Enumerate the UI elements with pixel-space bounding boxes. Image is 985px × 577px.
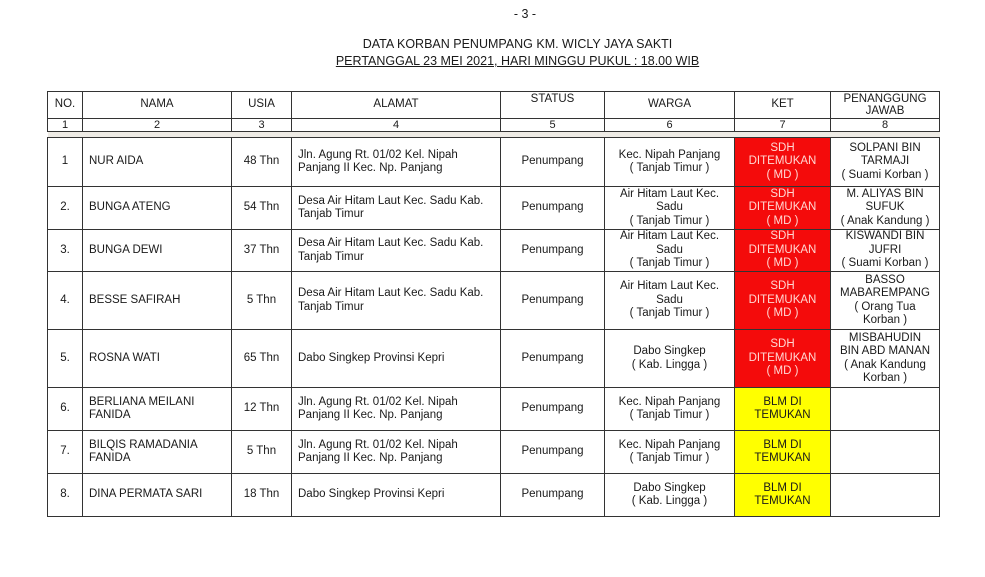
- cell-ket-status-badge: [735, 431, 831, 474]
- cell-alamat: Dabo Singkep Provinsi Kepri: [292, 330, 501, 388]
- warga-line: ( Kab. Lingga ): [631, 358, 708, 371]
- col-num: 6: [605, 119, 735, 132]
- header-no: NO.: [48, 92, 83, 119]
- cell-nama: DINA PERMATA SARI: [83, 474, 232, 517]
- header-alamat: ALAMAT: [292, 92, 501, 119]
- column-number-row: [48, 119, 940, 132]
- cell-alamat: Desa Air Hitam Laut Kec. Sadu Kab. Tanjab Timur: [292, 187, 501, 230]
- cell-nama: BUNGA DEWI: [83, 230, 232, 272]
- table-body: [48, 138, 940, 517]
- warga-line: Kec. Nipah Panjang: [618, 148, 721, 161]
- cell-usia: 5 Thn: [232, 431, 292, 474]
- cell-status: Penumpang: [501, 330, 605, 388]
- warga-line: ( Tanjab Timur ): [629, 452, 710, 464]
- cell-alamat: Jln. Agung Rt. 01/02 Kel. Nipah Panjang II Kec. Np. Panjang: [292, 138, 501, 187]
- cell-penanggung-jawab: [831, 388, 940, 431]
- title-line-1: DATA KORBAN PENUMPANG KM. WICLY JAYA SAKTI: [362, 37, 673, 51]
- pj-line: ( Anak Kandung: [844, 358, 926, 371]
- ket-line: ( MD ): [766, 365, 799, 378]
- cell-warga: [605, 187, 735, 230]
- pj-line: SOLPANI BIN: [849, 141, 921, 154]
- cell-status: Penumpang: [501, 230, 605, 272]
- cell-no: 3.: [48, 230, 83, 272]
- cell-warga: [605, 272, 735, 330]
- pj-line: M. ALIYAS BIN: [846, 187, 924, 200]
- warga-line: ( Tanjab Timur ): [629, 409, 710, 421]
- header-warga: WARGA: [605, 92, 735, 119]
- cell-no: 4.: [48, 272, 83, 330]
- cell-ket-status-badge: [735, 138, 831, 187]
- table-row: [48, 230, 940, 272]
- cell-warga: [605, 474, 735, 517]
- cell-alamat: Desa Air Hitam Laut Kec. Sadu Kab. Tanjab Timur: [292, 272, 501, 330]
- cell-penanggung-jawab: [831, 330, 940, 388]
- warga-line: Dabo Singkep: [633, 481, 706, 494]
- cell-ket-status-badge: [735, 330, 831, 388]
- cell-nama: BERLIANA MEILANI FANIDA: [83, 388, 232, 431]
- warga-line: ( Kab. Lingga ): [631, 495, 708, 507]
- victim-table: [47, 91, 940, 517]
- pj-line: TARMAJI: [860, 155, 910, 168]
- header-ket: KET: [735, 92, 831, 119]
- cell-no: 2.: [48, 187, 83, 230]
- table-row: [48, 388, 940, 431]
- ket-line: SDH: [770, 230, 795, 243]
- cell-usia: 48 Thn: [232, 138, 292, 187]
- ket-line: ( MD ): [766, 214, 799, 227]
- pj-line: ( Suami Korban ): [841, 257, 929, 270]
- ket-line: DITEMUKAN: [748, 201, 817, 214]
- cell-warga: [605, 138, 735, 187]
- cell-ket-status-badge: [735, 474, 831, 517]
- cell-ket-status-badge: [735, 230, 831, 272]
- cell-status: Penumpang: [501, 138, 605, 187]
- cell-no: 6.: [48, 388, 83, 431]
- ket-line: TEMUKAN: [754, 409, 811, 421]
- warga-line: ( Tanjab Timur ): [629, 307, 710, 320]
- cell-usia: 12 Thn: [232, 388, 292, 431]
- cell-nama: NUR AIDA: [83, 138, 232, 187]
- cell-usia: 5 Thn: [232, 272, 292, 330]
- warga-line: Sadu: [656, 243, 683, 256]
- ket-line: ( MD ): [766, 307, 799, 320]
- ket-line: DITEMUKAN: [748, 351, 817, 364]
- pj-line: ( Anak Kandung ): [840, 214, 930, 227]
- cell-ket-status-badge: [735, 187, 831, 230]
- cell-nama: BILQIS RAMADANIA FANIDA: [83, 431, 232, 474]
- warga-line: Dabo Singkep: [633, 345, 706, 357]
- cell-no: 1: [48, 138, 83, 187]
- cell-ket-status-badge: [735, 388, 831, 431]
- warga-line: Air Hitam Laut Kec.: [619, 187, 720, 200]
- warga-line: Kec. Nipah Panjang: [618, 395, 721, 408]
- header-row: [48, 92, 940, 119]
- cell-usia: 18 Thn: [232, 474, 292, 517]
- ket-line: SDH: [770, 338, 795, 351]
- ket-line: SDH: [770, 141, 795, 154]
- col-num: 7: [735, 119, 831, 132]
- cell-status: Penumpang: [501, 431, 605, 474]
- cell-usia: 65 Thn: [232, 330, 292, 388]
- warga-line: Sadu: [656, 293, 683, 306]
- table-row: [48, 138, 940, 187]
- cell-usia: 37 Thn: [232, 230, 292, 272]
- pj-line: BASSO: [865, 273, 905, 286]
- warga-line: ( Tanjab Timur ): [629, 162, 710, 174]
- pj-line: Korban ): [862, 372, 908, 384]
- ket-line: DITEMUKAN: [748, 243, 817, 256]
- col-num: 2: [83, 119, 232, 132]
- cell-usia: 54 Thn: [232, 187, 292, 230]
- table-row: [48, 474, 940, 517]
- ket-line: ( MD ): [766, 257, 799, 270]
- title-line-2: PERTANGGAL 23 MEI 2021, HARI MINGGU PUKUL : 18.00 WIB: [335, 54, 700, 68]
- ket-line: TEMUKAN: [754, 495, 811, 507]
- warga-line: Sadu: [656, 201, 683, 214]
- pj-line: JUFRI: [868, 243, 902, 256]
- cell-ket-status-badge: [735, 272, 831, 330]
- ket-line: BLM DI: [763, 438, 802, 451]
- warga-line: Air Hitam Laut Kec.: [619, 280, 720, 293]
- cell-nama: ROSNA WATI: [83, 330, 232, 388]
- ket-line: ( MD ): [766, 168, 799, 181]
- pj-line: MISBAHUDIN: [848, 331, 922, 344]
- warga-line: Kec. Nipah Panjang: [618, 438, 721, 451]
- cell-nama: BESSE SAFIRAH: [83, 272, 232, 330]
- header-status: STATUS: [501, 92, 605, 119]
- cell-status: Penumpang: [501, 272, 605, 330]
- header-usia: USIA: [232, 92, 292, 119]
- ket-line: BLM DI: [763, 395, 802, 408]
- cell-warga: [605, 431, 735, 474]
- pj-line: BIN ABD MANAN: [839, 345, 931, 357]
- cell-warga: [605, 388, 735, 431]
- warga-line: Air Hitam Laut Kec.: [619, 230, 720, 243]
- cell-status: Penumpang: [501, 474, 605, 517]
- ket-line: SDH: [770, 280, 795, 293]
- pj-line: Korban ): [862, 314, 908, 326]
- pj-line: ( Suami Korban ): [841, 168, 929, 181]
- cell-penanggung-jawab: [831, 230, 940, 272]
- cell-penanggung-jawab: [831, 272, 940, 330]
- cell-alamat: Jln. Agung Rt. 01/02 Kel. Nipah Panjang II Kec. Np. Panjang: [292, 388, 501, 431]
- table-row: [48, 187, 940, 230]
- col-num: 1: [48, 119, 83, 132]
- cell-no: 8.: [48, 474, 83, 517]
- cell-alamat: Jln. Agung Rt. 01/02 Kel. Nipah Panjang II Kec. Np. Panjang: [292, 431, 501, 474]
- col-num: 5: [501, 119, 605, 132]
- cell-alamat: Dabo Singkep Provinsi Kepri: [292, 474, 501, 517]
- cell-warga: [605, 330, 735, 388]
- page-number: - 3 -: [513, 7, 537, 21]
- warga-line: ( Tanjab Timur ): [629, 257, 710, 270]
- header-penanggung-jawab: PENANGGUNG JAWAB: [831, 92, 940, 119]
- warga-line: ( Tanjab Timur ): [629, 214, 710, 227]
- header-nama: NAMA: [83, 92, 232, 119]
- cell-status: Penumpang: [501, 187, 605, 230]
- pj-line: KISWANDI BIN: [845, 230, 925, 243]
- document-title: [0, 36, 985, 70]
- ket-line: DITEMUKAN: [748, 155, 817, 168]
- col-num: 8: [831, 119, 940, 132]
- col-num: 4: [292, 119, 501, 132]
- pj-line: MABAREMPANG: [840, 287, 930, 299]
- pj-line: ( Orang Tua: [854, 300, 916, 313]
- ket-line: BLM DI: [763, 481, 802, 494]
- cell-penanggung-jawab: [831, 138, 940, 187]
- cell-warga: [605, 230, 735, 272]
- cell-no: 5.: [48, 330, 83, 388]
- cell-penanggung-jawab: [831, 187, 940, 230]
- ket-line: SDH: [770, 187, 795, 200]
- table-row: [48, 431, 940, 474]
- cell-status: Penumpang: [501, 388, 605, 431]
- table-row: [48, 272, 940, 330]
- ket-line: DITEMUKAN: [748, 293, 817, 306]
- cell-alamat: Desa Air Hitam Laut Kec. Sadu Kab. Tanjab Timur: [292, 230, 501, 272]
- cell-no: 7.: [48, 431, 83, 474]
- ket-line: TEMUKAN: [754, 452, 811, 464]
- cell-penanggung-jawab: [831, 474, 940, 517]
- pj-line: SUFUK: [865, 201, 905, 214]
- cell-nama: BUNGA ATENG: [83, 187, 232, 230]
- cell-penanggung-jawab: [831, 431, 940, 474]
- col-num: 3: [232, 119, 292, 132]
- table-row: [48, 330, 940, 388]
